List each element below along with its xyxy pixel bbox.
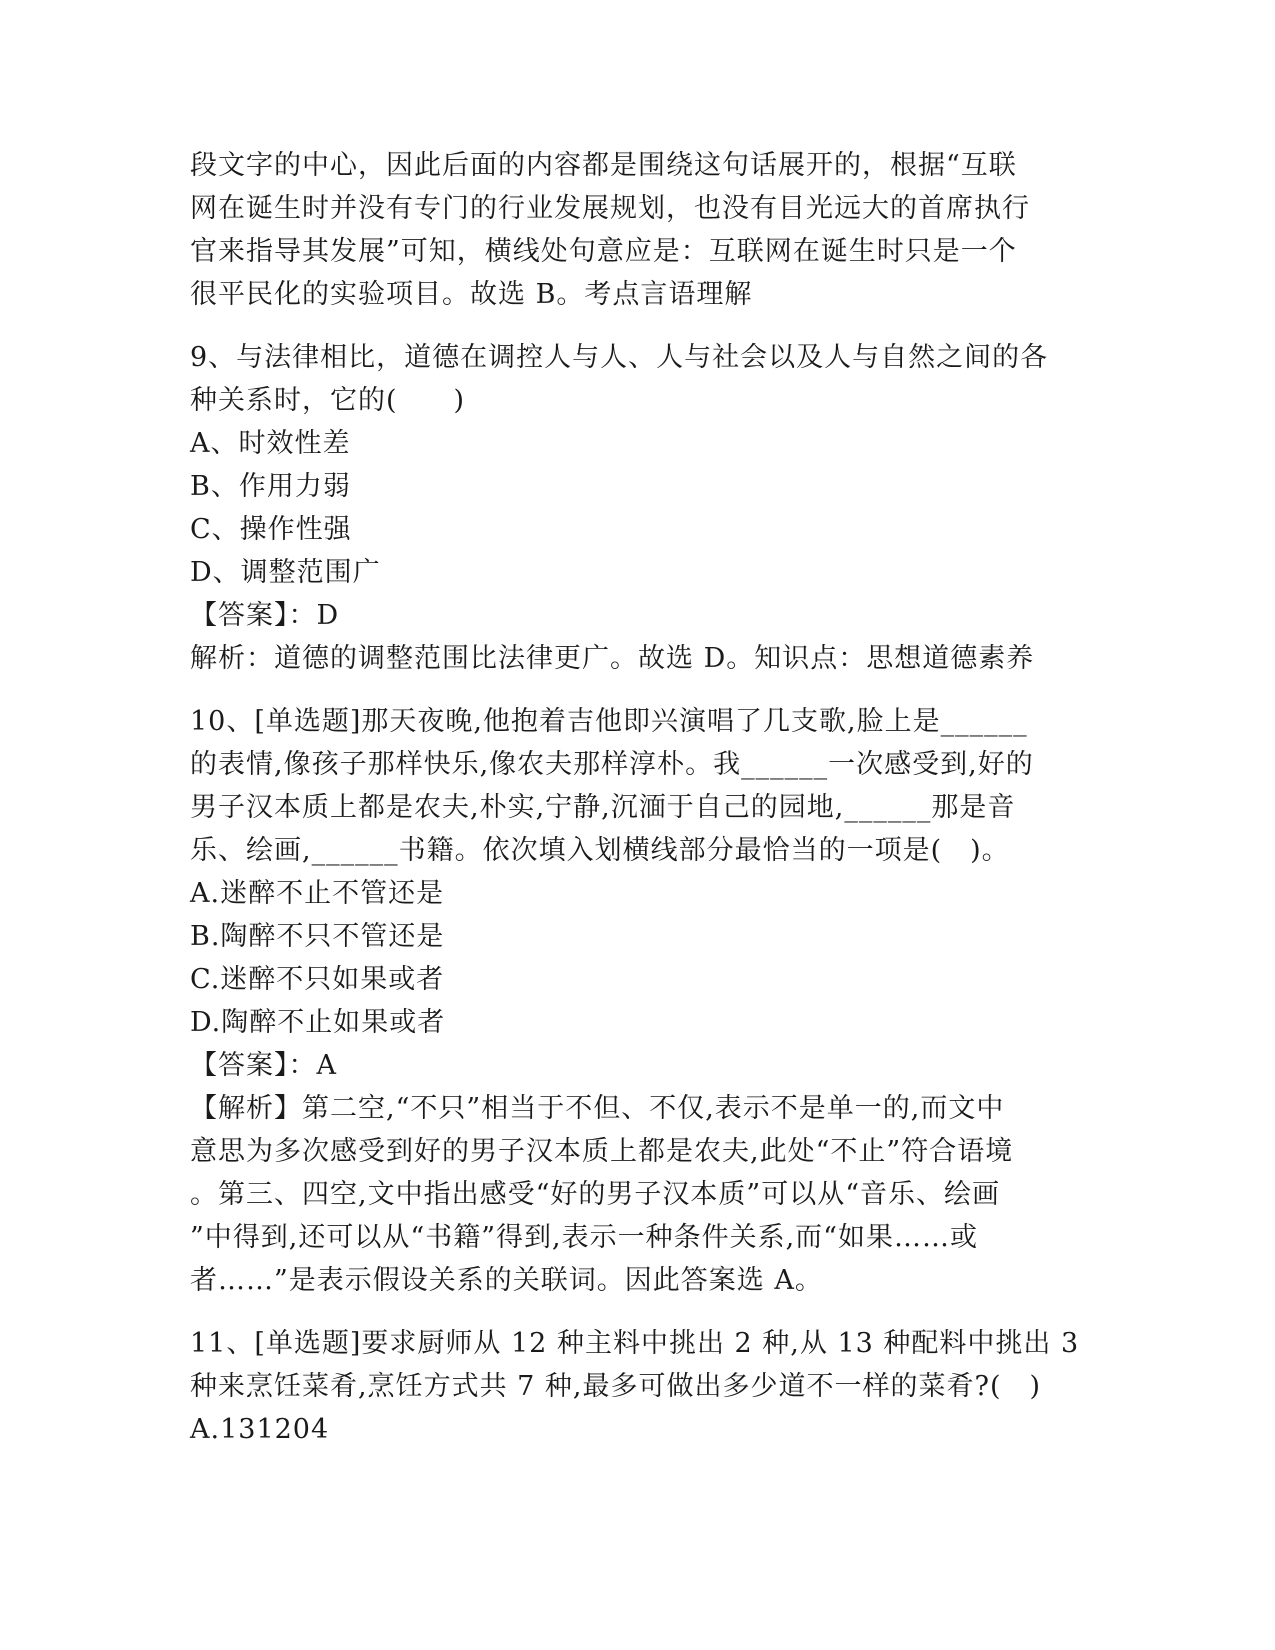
analysis-line: 解析：道德的调整范围比法律更广。故选 D。知识点：思想道德素养	[190, 643, 1035, 674]
question-stem: 种来烹饪菜肴,烹饪方式共 7 种,最多可做出多少道不一样的菜肴?( )	[190, 1371, 1042, 1402]
analysis-line: 意思为多次感受到好的男子汉本质上都是农夫,此处“不止”符合语境	[190, 1136, 1014, 1167]
option-d: D.陶醉不止如果或者	[190, 1007, 446, 1038]
analysis-line: ”中得到,还可以从“书籍”得到,表示一种条件关系,而“如果……或	[190, 1222, 978, 1253]
analysis-line: 【解析】第二空,“不只”相当于不但、不仅,表示不是单一的,而文中	[190, 1093, 1005, 1124]
text-line: 段文字的中心，因此后面的内容都是围绕这句话展开的，根据“互联	[190, 150, 1017, 181]
question-stem: 9、与法律相比，道德在调控人与人、人与社会以及人与自然之间的各	[190, 342, 1049, 373]
analysis-line: 。第三、四空,文中指出感受“好的男子汉本质”可以从“音乐、绘画	[190, 1179, 1000, 1210]
question-stem: 男子汉本质上都是农夫,朴实,宁静,沉湎于自己的园地,______那是音	[190, 792, 1016, 823]
answer-line: 【答案】：D	[190, 600, 340, 631]
previous-explanation	[190, 144, 1080, 316]
question-11	[190, 1322, 1080, 1451]
answer-line: 【答案】：A	[190, 1050, 337, 1081]
question-stem: 乐、绘画,______书籍。依次填入划横线部分最恰当的一项是( )。	[190, 835, 1010, 866]
option-a: A、时效性差	[190, 428, 351, 459]
text-line: 很平民化的实验项目。故选 B。考点言语理解	[190, 279, 753, 310]
question-10	[190, 700, 1080, 1302]
option-c: C、操作性强	[190, 514, 352, 545]
question-stem: 种关系时，它的( )	[190, 385, 466, 416]
analysis-line: 者……”是表示假设关系的关联词。因此答案选 A。	[190, 1265, 823, 1296]
question-9	[190, 336, 1080, 680]
question-stem: 的表情,像孩子那样快乐,像农夫那样淳朴。我______一次感受到,好的	[190, 749, 1034, 780]
document-page	[190, 144, 1080, 1451]
option-c: C.迷醉不只如果或者	[190, 964, 445, 995]
question-stem: 11、[单选题]要求厨师从 12 种主料中挑出 2 种,从 13 种配料中挑出 3	[190, 1328, 1080, 1359]
text-line: 官来指导其发展”可知，横线处句意应是：互联网在诞生时只是一个	[190, 236, 1017, 267]
text-line: 网在诞生时并没有专门的行业发展规划，也没有目光远大的首席执行	[190, 193, 1030, 224]
option-d: D、调整范围广	[190, 557, 381, 588]
option-a: A.131204	[190, 1414, 330, 1445]
option-a: A.迷醉不止不管还是	[190, 878, 445, 909]
question-stem: 10、[单选题]那天夜晚,他抱着吉他即兴演唱了几支歌,脸上是______	[190, 706, 1028, 737]
option-b: B、作用力弱	[190, 471, 351, 502]
option-b: B.陶醉不只不管还是	[190, 921, 445, 952]
